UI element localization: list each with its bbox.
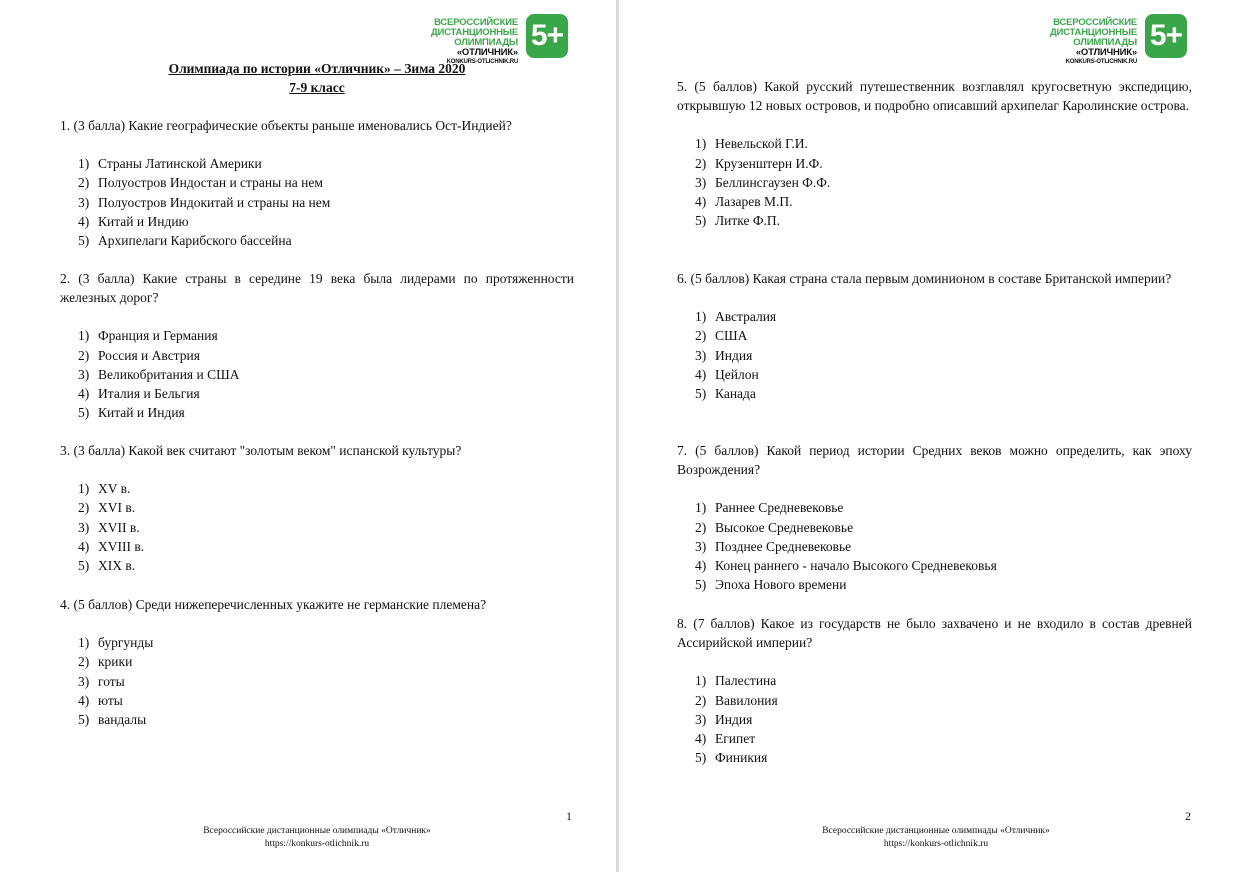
answer-options [677,498,1192,594]
answer-option: 4) Цейлон [695,366,759,382]
footer-url: https://konkurs-otlichnik.ru [883,839,989,849]
answer-options [60,326,574,422]
question-text: 7. (5 баллов) Какой период истории Средних веков можно определить, как эпоху Возрождения? [677,443,1192,478]
answer-option: 5) Литке Ф.П. [695,213,781,229]
answer-option: 1) Палестина [695,673,777,689]
question-text: 4. (5 баллов) Среди нижеперечисленных укажите не германские племена? [60,597,487,612]
page-number: 1 [566,809,572,823]
question-text: 6. (5 баллов) Какая страна стала первым доминионом в составе Британской империи? [677,271,1172,286]
logo-badge: 5+ [1145,14,1187,58]
footer-title: Всероссийские дистанционные олимпиады «Отличник» [203,826,431,836]
answer-option: 2) Крузенштерн И.Ф. [695,155,823,171]
answer-option: 3) XVII в. [78,519,140,535]
document-page-1 [0,0,616,872]
answer-option: 4) Италия и Бельгия [78,385,200,401]
answer-option: 3) Индия [695,711,753,727]
answer-option: 1) XV в. [78,481,131,497]
answer-option: 1) Франция и Германия [78,328,218,344]
logo-line: ВСЕРОССИЙСКИЕ [434,17,518,28]
answer-option: 1) Австралия [695,309,777,325]
answer-option: 1) Раннее Средневековье [695,500,844,516]
question-block [677,614,1192,767]
logo-line: «ОТЛИЧНИК» [456,47,518,58]
answer-option: 2) США [695,328,748,344]
answer-option: 2) Полуостров Индостан и страны на нем [78,175,323,191]
answer-option: 4) XVIII в. [78,538,145,554]
answer-option: 3) Позднее Средневековье [695,538,852,554]
logo-text [1004,18,1137,66]
question-block [60,441,574,575]
answer-option: 3) Великобритания и США [78,366,240,382]
answer-option: 5) Китай и Индия [78,405,185,421]
question-block [60,595,574,729]
document-title: Олимпиада по истории «Отличник» – Зима 2020 [168,61,466,76]
answer-option: 2) Вавилония [695,692,778,708]
answer-options [60,154,574,250]
answer-option: 5) XIX в. [78,557,136,573]
answer-option: 3) Полуостров Индокитай и страны на нем [78,194,331,210]
answer-option: 3) Беллинсгаузен Ф.Ф. [695,174,831,190]
question-block [677,441,1192,594]
answer-option: 5) Архипелаги Карибского бассейна [78,232,292,248]
page-footer [0,825,634,851]
question-block [677,77,1192,230]
answer-option: 5) вандалы [78,711,147,727]
page-footer [619,825,1235,851]
answer-option: 5) Эпоха Нового времени [695,577,847,593]
logo-line: KONKURS-OTLICHNIK.RU [1065,59,1137,65]
question-text: 2. (3 балла) Какие страны в середине 19 века была лидерами по протяженности железных дорог? [60,271,574,306]
answer-option: 3) готы [78,673,125,689]
answer-option: 1) Невельской Г.И. [695,136,808,152]
olympiad-logo [1004,14,1187,65]
answer-option: 4) Лазарев М.П. [695,193,793,209]
question-text: 5. (5 баллов) Какой русский путешественник возглавлял кругосветную экспедицию, открывшую 12 новых островов, и подробно описавший архипелаг Каролинские острова. [677,79,1192,114]
footer-url: https://konkurs-otlichnik.ru [264,839,370,849]
answer-options [677,307,1192,403]
answer-option: 4) Китай и Индию [78,213,189,229]
answer-option: 2) XVI в. [78,500,136,516]
answer-option: 5) Финикия [695,750,768,766]
answer-option: 1) Страны Латинской Америки [78,156,262,172]
answer-option: 5) Канада [695,385,756,401]
question-text: 8. (7 баллов) Какое из государств не было захвачено и не входило в состав древней Ассирийской империи? [677,616,1192,651]
question-text: 1. (3 балла) Какие географические объекты раньше именовались Ост-Индией? [60,118,512,133]
answer-option: 2) крики [78,654,133,670]
answer-option: 4) юты [78,692,123,708]
question-text: 3. (3 балла) Какой век считают "золотым веком" испанской культуры? [60,443,462,458]
answer-option: 3) Индия [695,347,753,363]
document-page-2 [619,0,1235,872]
answer-option: 2) Россия и Австрия [78,347,200,363]
page-number: 2 [1185,809,1191,823]
answer-options [677,134,1192,230]
answer-options [60,633,574,729]
answer-options [677,671,1192,767]
logo-line: «ОТЛИЧНИК» [1075,47,1137,58]
logo-line: ДИСТАНЦИОННЫЕ ОЛИМПИАДЫ [1049,27,1137,48]
question-block [60,116,574,250]
answer-option: 4) Конец раннего - начало Высокого Средневековья [695,557,997,573]
document-grade: 7-9 класс [289,80,345,95]
answer-options [60,479,574,575]
footer-title: Всероссийские дистанционные олимпиады «Отличник» [822,826,1050,836]
logo-line: ВСЕРОССИЙСКИЕ [1053,17,1137,28]
answer-option: 2) Высокое Средневековье [695,519,854,535]
answer-option: 4) Египет [695,730,756,746]
olympiad-logo [385,14,568,65]
logo-line: KONKURS-OTLICHNIK.RU [446,59,518,65]
logo-line: ДИСТАНЦИОННЫЕ ОЛИМПИАДЫ [430,27,518,48]
question-block [677,269,1192,403]
question-block [60,269,574,422]
answer-option: 1) бургунды [78,635,154,651]
logo-badge: 5+ [526,14,568,58]
